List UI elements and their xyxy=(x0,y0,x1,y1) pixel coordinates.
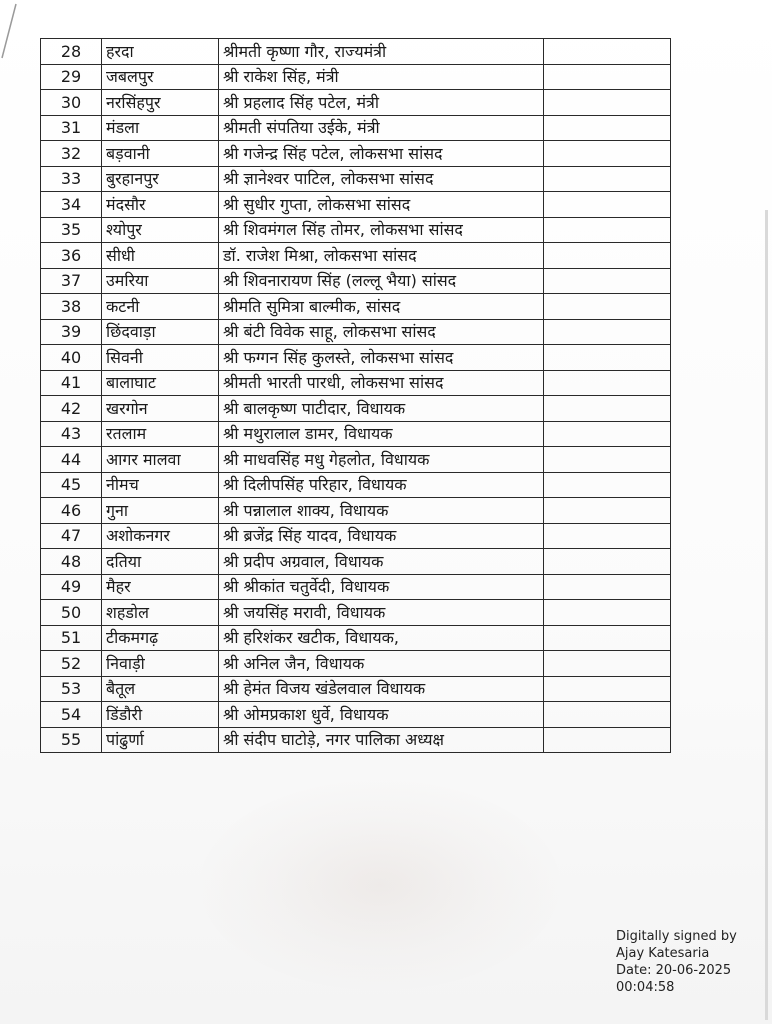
blank-cell xyxy=(544,472,671,498)
representative-name: श्री प्रदीप अग्रवाल, विधायक xyxy=(219,549,544,575)
representative-name: श्री ब्रजेंद्र सिंह यादव, विधायक xyxy=(219,523,544,549)
table-row xyxy=(41,574,671,600)
signature-name: Ajay Katesaria xyxy=(616,946,710,961)
serial-number: 29 xyxy=(41,64,102,90)
representative-name: श्री मथुरालाल डामर, विधायक xyxy=(219,421,544,447)
district-name: छिंदवाड़ा xyxy=(102,319,219,345)
serial-number: 53 xyxy=(41,676,102,702)
table-row xyxy=(41,268,671,294)
table-row xyxy=(41,217,671,243)
representative-name: श्री राकेश सिंह, मंत्री xyxy=(219,64,544,90)
representative-name: श्री हेमंत विजय खंडेलवाल विधायक xyxy=(219,676,544,702)
page-edge-shadow xyxy=(765,210,768,1020)
serial-number: 32 xyxy=(41,141,102,167)
table-row xyxy=(41,549,671,575)
district-name: दतिया xyxy=(102,549,219,575)
blank-cell xyxy=(544,39,671,65)
signature-time: 00:04:58 xyxy=(616,980,675,995)
district-name: मंडला xyxy=(102,115,219,141)
table-row xyxy=(41,702,671,728)
serial-number: 41 xyxy=(41,370,102,396)
representative-name: श्रीमती कृष्णा गौर, राज्यमंत्री xyxy=(219,39,544,65)
serial-number: 46 xyxy=(41,498,102,524)
table-row xyxy=(41,192,671,218)
table-row xyxy=(41,370,671,396)
table-row xyxy=(41,243,671,269)
table-row xyxy=(41,166,671,192)
blank-cell xyxy=(544,115,671,141)
serial-number: 36 xyxy=(41,243,102,269)
representative-name: श्री अनिल जैन, विधायक xyxy=(219,651,544,677)
table-row xyxy=(41,447,671,473)
digital-signature xyxy=(616,928,737,996)
page-corner-edge xyxy=(0,0,40,60)
table-row xyxy=(41,90,671,116)
blank-cell xyxy=(544,64,671,90)
district-name: डिंडौरी xyxy=(102,702,219,728)
table-row xyxy=(41,345,671,371)
table-row xyxy=(41,141,671,167)
representative-name: श्री संदीप घाटोड़े, नगर पालिका अध्यक्ष xyxy=(219,727,544,753)
member-table-body xyxy=(41,39,671,753)
district-name: निवाड़ी xyxy=(102,651,219,677)
district-name: खरगोन xyxy=(102,396,219,422)
district-name: बालाघाट xyxy=(102,370,219,396)
district-name: गुना xyxy=(102,498,219,524)
blank-cell xyxy=(544,523,671,549)
representative-name: श्री हरिशंकर खटीक, विधायक, xyxy=(219,625,544,651)
district-name: श्योपुर xyxy=(102,217,219,243)
table-row xyxy=(41,421,671,447)
blank-cell xyxy=(544,727,671,753)
serial-number: 43 xyxy=(41,421,102,447)
serial-number: 33 xyxy=(41,166,102,192)
blank-cell xyxy=(544,166,671,192)
table-row xyxy=(41,396,671,422)
representative-name: श्री शिवनारायण सिंह (लल्लू भैया) सांसद xyxy=(219,268,544,294)
blank-cell xyxy=(544,396,671,422)
representative-name: डॉ. राजेश मिश्रा, लोकसभा सांसद xyxy=(219,243,544,269)
serial-number: 51 xyxy=(41,625,102,651)
representative-name: श्री गजेन्द्र सिंह पटेल, लोकसभा सांसद xyxy=(219,141,544,167)
blank-cell xyxy=(544,447,671,473)
serial-number: 50 xyxy=(41,600,102,626)
table-row xyxy=(41,39,671,65)
blank-cell xyxy=(544,600,671,626)
representative-name: श्रीमती संपतिया उईके, मंत्री xyxy=(219,115,544,141)
table-row xyxy=(41,498,671,524)
blank-cell xyxy=(544,625,671,651)
blank-cell xyxy=(544,192,671,218)
serial-number: 40 xyxy=(41,345,102,371)
district-name: शहडोल xyxy=(102,600,219,626)
blank-cell xyxy=(544,141,671,167)
blank-cell xyxy=(544,370,671,396)
district-name: मंदसौर xyxy=(102,192,219,218)
serial-number: 55 xyxy=(41,727,102,753)
district-name: उमरिया xyxy=(102,268,219,294)
representative-name: श्री फग्गन सिंह कुलस्ते, लोकसभा सांसद xyxy=(219,345,544,371)
blank-cell xyxy=(544,498,671,524)
member-table xyxy=(40,38,671,753)
table-row xyxy=(41,676,671,702)
serial-number: 49 xyxy=(41,574,102,600)
representative-name: श्री शिवमंगल सिंह तोमर, लोकसभा सांसद xyxy=(219,217,544,243)
serial-number: 31 xyxy=(41,115,102,141)
district-name: मैहर xyxy=(102,574,219,600)
paper-shadow xyxy=(200,780,560,990)
blank-cell xyxy=(544,702,671,728)
signature-date: Date: 20-06-2025 xyxy=(616,963,732,978)
representative-name: श्री बंटी विवेक साहू, लोकसभा सांसद xyxy=(219,319,544,345)
district-name: बुरहानपुर xyxy=(102,166,219,192)
district-name: आगर मालवा xyxy=(102,447,219,473)
representative-name: श्री ज्ञानेश्वर पाटिल, लोकसभा सांसद xyxy=(219,166,544,192)
blank-cell xyxy=(544,651,671,677)
representative-name: श्रीमति सुमित्रा बाल्मीक, सांसद xyxy=(219,294,544,320)
district-name: पांढुर्णा xyxy=(102,727,219,753)
blank-cell xyxy=(544,243,671,269)
blank-cell xyxy=(544,294,671,320)
district-name: रतलाम xyxy=(102,421,219,447)
district-name: सिवनी xyxy=(102,345,219,371)
table-row xyxy=(41,523,671,549)
district-name: नरसिंहपुर xyxy=(102,90,219,116)
blank-cell xyxy=(544,268,671,294)
serial-number: 42 xyxy=(41,396,102,422)
serial-number: 35 xyxy=(41,217,102,243)
blank-cell xyxy=(544,549,671,575)
representative-name: श्री पन्नालाल शाक्य, विधायक xyxy=(219,498,544,524)
representative-name: श्री ओमप्रकाश धुर्वे, विधायक xyxy=(219,702,544,728)
signature-line-1: Digitally signed by xyxy=(616,929,737,944)
representative-name: श्री प्रहलाद सिंह पटेल, मंत्री xyxy=(219,90,544,116)
table-row xyxy=(41,319,671,345)
serial-number: 38 xyxy=(41,294,102,320)
district-name: जबलपुर xyxy=(102,64,219,90)
blank-cell xyxy=(544,345,671,371)
table-row xyxy=(41,600,671,626)
blank-cell xyxy=(544,421,671,447)
serial-number: 52 xyxy=(41,651,102,677)
serial-number: 34 xyxy=(41,192,102,218)
serial-number: 39 xyxy=(41,319,102,345)
district-name: अशोकनगर xyxy=(102,523,219,549)
district-name: सीधी xyxy=(102,243,219,269)
representative-name: श्री बालकृष्ण पाटीदार, विधायक xyxy=(219,396,544,422)
representative-name: श्री सुधीर गुप्ता, लोकसभा सांसद xyxy=(219,192,544,218)
district-name: बड़वानी xyxy=(102,141,219,167)
district-name: कटनी xyxy=(102,294,219,320)
serial-number: 37 xyxy=(41,268,102,294)
blank-cell xyxy=(544,217,671,243)
table-row xyxy=(41,115,671,141)
blank-cell xyxy=(544,319,671,345)
serial-number: 45 xyxy=(41,472,102,498)
representative-name: श्रीमती भारती पारधी, लोकसभा सांसद xyxy=(219,370,544,396)
table-row xyxy=(41,472,671,498)
blank-cell xyxy=(544,90,671,116)
table-row xyxy=(41,294,671,320)
serial-number: 47 xyxy=(41,523,102,549)
serial-number: 28 xyxy=(41,39,102,65)
representative-name: श्री दिलीपसिंह परिहार, विधायक xyxy=(219,472,544,498)
table-row xyxy=(41,651,671,677)
district-name: हरदा xyxy=(102,39,219,65)
serial-number: 54 xyxy=(41,702,102,728)
table-row xyxy=(41,64,671,90)
table-row xyxy=(41,727,671,753)
representative-name: श्री श्रीकांत चतुर्वेदी, विधायक xyxy=(219,574,544,600)
serial-number: 30 xyxy=(41,90,102,116)
district-name: बैतूल xyxy=(102,676,219,702)
table-row xyxy=(41,625,671,651)
serial-number: 44 xyxy=(41,447,102,473)
blank-cell xyxy=(544,574,671,600)
serial-number: 48 xyxy=(41,549,102,575)
district-name: टीकमगढ़ xyxy=(102,625,219,651)
representative-name: श्री जयसिंह मरावी, विधायक xyxy=(219,600,544,626)
blank-cell xyxy=(544,676,671,702)
representative-name: श्री माधवसिंह मधु गेहलोत, विधायक xyxy=(219,447,544,473)
district-name: नीमच xyxy=(102,472,219,498)
